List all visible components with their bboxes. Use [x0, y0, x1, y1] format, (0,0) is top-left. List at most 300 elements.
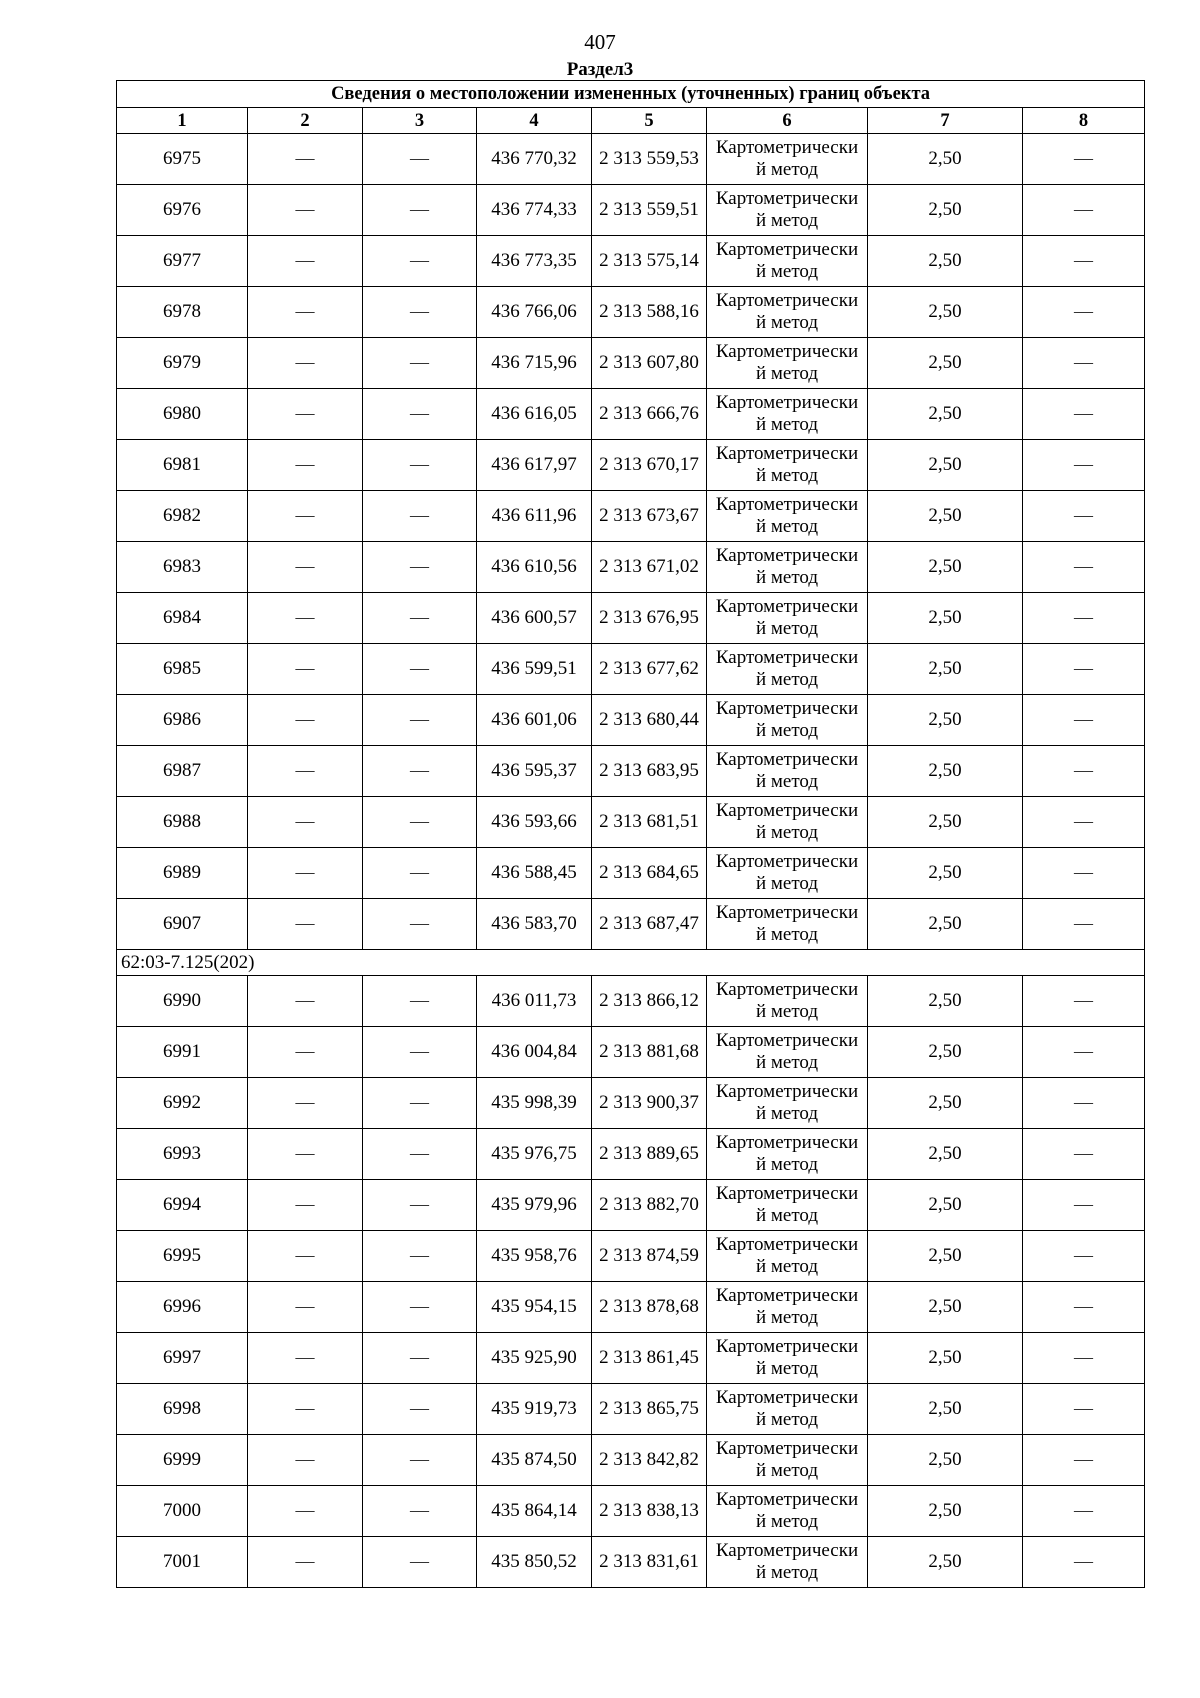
point-number: 7001 — [117, 1537, 248, 1588]
y-coordinate: 2 313 900,37 — [592, 1078, 707, 1129]
x-coordinate: 436 770,32 — [477, 134, 592, 185]
table-row — [117, 491, 1145, 542]
point-number: 6982 — [117, 491, 248, 542]
method-cell — [707, 338, 868, 389]
accuracy-value: 2,50 — [868, 797, 1023, 848]
table-caption: Сведения о местоположении измененных (уточненных) границ объекта — [117, 81, 1145, 108]
y-coordinate: 2 313 838,13 — [592, 1486, 707, 1537]
y-coordinate: 2 313 683,95 — [592, 746, 707, 797]
table-row — [117, 185, 1145, 236]
method-cell — [707, 1384, 868, 1435]
column-2-value: — — [248, 134, 363, 185]
table-row — [117, 440, 1145, 491]
column-2-value: — — [248, 1333, 363, 1384]
method-cell — [707, 644, 868, 695]
method-line-2: й метод — [755, 312, 819, 333]
point-number: 6990 — [117, 976, 248, 1027]
x-coordinate: 436 601,06 — [477, 695, 592, 746]
column-8-value: — — [1023, 134, 1145, 185]
method-cell — [707, 848, 868, 899]
column-8-value: — — [1023, 389, 1145, 440]
column-2-value: — — [248, 1384, 363, 1435]
accuracy-value: 2,50 — [868, 848, 1023, 899]
table-row — [117, 976, 1145, 1027]
point-number: 6991 — [117, 1027, 248, 1078]
y-coordinate: 2 313 889,65 — [592, 1129, 707, 1180]
accuracy-value: 2,50 — [868, 491, 1023, 542]
column-2-value: — — [248, 1231, 363, 1282]
method-line-1: Картометрически — [715, 290, 859, 311]
table-row — [117, 1384, 1145, 1435]
accuracy-value: 2,50 — [868, 644, 1023, 695]
table-body — [117, 81, 1145, 1588]
method-cell — [707, 185, 868, 236]
table-row — [117, 1129, 1145, 1180]
y-coordinate: 2 313 673,67 — [592, 491, 707, 542]
method-line-2: й метод — [755, 822, 819, 843]
x-coordinate: 436 593,66 — [477, 797, 592, 848]
method-line-1: Картометрически — [715, 1438, 859, 1459]
accuracy-value: 2,50 — [868, 185, 1023, 236]
column-2-value: — — [248, 593, 363, 644]
column-3-value: — — [363, 1129, 477, 1180]
column-3-value: — — [363, 236, 477, 287]
point-number: 6977 — [117, 236, 248, 287]
point-number: 6984 — [117, 593, 248, 644]
table-row — [117, 287, 1145, 338]
x-coordinate: 435 919,73 — [477, 1384, 592, 1435]
point-number: 6988 — [117, 797, 248, 848]
column-8-value: — — [1023, 848, 1145, 899]
method-line-1: Картометрически — [715, 392, 859, 413]
y-coordinate: 2 313 831,61 — [592, 1537, 707, 1588]
method-line-1: Картометрически — [715, 749, 859, 770]
method-line-2: й метод — [755, 363, 819, 384]
point-number: 6986 — [117, 695, 248, 746]
accuracy-value: 2,50 — [868, 976, 1023, 1027]
column-3-value: — — [363, 1435, 477, 1486]
table-row — [117, 1333, 1145, 1384]
column-8-value: — — [1023, 1282, 1145, 1333]
accuracy-value: 2,50 — [868, 1333, 1023, 1384]
point-number: 6989 — [117, 848, 248, 899]
method-cell — [707, 389, 868, 440]
column-2-value: — — [248, 338, 363, 389]
accuracy-value: 2,50 — [868, 1129, 1023, 1180]
method-line-1: Картометрически — [715, 800, 859, 821]
accuracy-value: 2,50 — [868, 440, 1023, 491]
x-coordinate: 436 715,96 — [477, 338, 592, 389]
x-coordinate: 435 958,76 — [477, 1231, 592, 1282]
y-coordinate: 2 313 681,51 — [592, 797, 707, 848]
x-coordinate: 436 588,45 — [477, 848, 592, 899]
method-line-2: й метод — [755, 1511, 819, 1532]
method-line-1: Картометрически — [715, 979, 859, 1000]
method-line-1: Картометрически — [715, 1030, 859, 1051]
column-3-value: — — [363, 695, 477, 746]
column-2-value: — — [248, 1537, 363, 1588]
y-coordinate: 2 313 666,76 — [592, 389, 707, 440]
column-8-value: — — [1023, 1129, 1145, 1180]
method-line-1: Картометрически — [715, 1183, 859, 1204]
column-2-value: — — [248, 389, 363, 440]
column-8-value: — — [1023, 1027, 1145, 1078]
column-3-value: — — [363, 1537, 477, 1588]
point-number: 6979 — [117, 338, 248, 389]
method-line-1: Картометрически — [715, 545, 859, 566]
method-cell — [707, 542, 868, 593]
accuracy-value: 2,50 — [868, 899, 1023, 950]
method-line-2: й метод — [755, 1409, 819, 1430]
table-row — [117, 1231, 1145, 1282]
y-coordinate: 2 313 588,16 — [592, 287, 707, 338]
column-header-4: 4 — [477, 108, 592, 134]
point-number: 6996 — [117, 1282, 248, 1333]
column-3-value: — — [363, 185, 477, 236]
column-2-value: — — [248, 746, 363, 797]
table-row — [117, 848, 1145, 899]
column-2-value: — — [248, 440, 363, 491]
column-8-value: — — [1023, 1384, 1145, 1435]
method-cell — [707, 976, 868, 1027]
accuracy-value: 2,50 — [868, 746, 1023, 797]
table-row — [117, 1078, 1145, 1129]
method-line-1: Картометрически — [715, 596, 859, 617]
point-number: 6983 — [117, 542, 248, 593]
table-row — [117, 134, 1145, 185]
method-line-1: Картометрически — [715, 1540, 859, 1561]
method-cell — [707, 1078, 868, 1129]
x-coordinate: 436 616,05 — [477, 389, 592, 440]
column-3-value: — — [363, 746, 477, 797]
column-8-value: — — [1023, 1486, 1145, 1537]
column-header-6: 6 — [707, 108, 868, 134]
column-8-value: — — [1023, 491, 1145, 542]
method-line-1: Картометрически — [715, 1081, 859, 1102]
method-line-1: Картометрически — [715, 494, 859, 515]
y-coordinate: 2 313 559,53 — [592, 134, 707, 185]
x-coordinate: 436 011,73 — [477, 976, 592, 1027]
column-3-value: — — [363, 440, 477, 491]
column-2-value: — — [248, 236, 363, 287]
column-header-2: 2 — [248, 108, 363, 134]
column-2-value: — — [248, 1282, 363, 1333]
x-coordinate: 435 979,96 — [477, 1180, 592, 1231]
column-3-value: — — [363, 848, 477, 899]
method-line-2: й метод — [755, 1562, 819, 1583]
accuracy-value: 2,50 — [868, 134, 1023, 185]
column-header-8: 8 — [1023, 108, 1145, 134]
column-8-value: — — [1023, 236, 1145, 287]
method-line-1: Картометрически — [715, 188, 859, 209]
column-3-value: — — [363, 389, 477, 440]
method-cell — [707, 1129, 868, 1180]
column-2-value: — — [248, 695, 363, 746]
y-coordinate: 2 313 607,80 — [592, 338, 707, 389]
method-line-2: й метод — [755, 1103, 819, 1124]
table-row — [117, 1537, 1145, 1588]
method-cell — [707, 1027, 868, 1078]
table-row — [117, 593, 1145, 644]
point-number: 6992 — [117, 1078, 248, 1129]
method-line-2: й метод — [755, 873, 819, 894]
table-row — [117, 899, 1145, 950]
x-coordinate: 435 850,52 — [477, 1537, 592, 1588]
column-3-value: — — [363, 1078, 477, 1129]
column-8-value: — — [1023, 1333, 1145, 1384]
table-row — [117, 1180, 1145, 1231]
method-cell — [707, 1486, 868, 1537]
method-line-2: й метод — [755, 1256, 819, 1277]
method-line-2: й метод — [755, 1307, 819, 1328]
y-coordinate: 2 313 677,62 — [592, 644, 707, 695]
method-cell — [707, 899, 868, 950]
point-number: 6995 — [117, 1231, 248, 1282]
method-cell — [707, 134, 868, 185]
method-line-1: Картометрически — [715, 647, 859, 668]
accuracy-value: 2,50 — [868, 1486, 1023, 1537]
x-coordinate: 435 998,39 — [477, 1078, 592, 1129]
column-3-value: — — [363, 1231, 477, 1282]
x-coordinate: 436 583,70 — [477, 899, 592, 950]
table-row — [117, 797, 1145, 848]
y-coordinate: 2 313 671,02 — [592, 542, 707, 593]
method-line-1: Картометрически — [715, 1132, 859, 1153]
column-8-value: — — [1023, 1231, 1145, 1282]
method-line-2: й метод — [755, 1052, 819, 1073]
y-coordinate: 2 313 865,75 — [592, 1384, 707, 1435]
point-number: 6976 — [117, 185, 248, 236]
y-coordinate: 2 313 676,95 — [592, 593, 707, 644]
column-2-value: — — [248, 1486, 363, 1537]
point-number: 6907 — [117, 899, 248, 950]
point-number: 6993 — [117, 1129, 248, 1180]
method-line-2: й метод — [755, 1358, 819, 1379]
method-line-2: й метод — [755, 771, 819, 792]
method-cell — [707, 1537, 868, 1588]
y-coordinate: 2 313 575,14 — [592, 236, 707, 287]
point-number: 6999 — [117, 1435, 248, 1486]
method-line-2: й метод — [755, 210, 819, 231]
method-cell — [707, 1282, 868, 1333]
method-line-1: Картометрически — [715, 902, 859, 923]
x-coordinate: 436 773,35 — [477, 236, 592, 287]
point-number: 6985 — [117, 644, 248, 695]
x-coordinate: 436 600,57 — [477, 593, 592, 644]
table-row — [117, 338, 1145, 389]
y-coordinate: 2 313 687,47 — [592, 899, 707, 950]
table-row — [117, 389, 1145, 440]
method-line-1: Картометрически — [715, 1285, 859, 1306]
table-row — [117, 1435, 1145, 1486]
y-coordinate: 2 313 878,68 — [592, 1282, 707, 1333]
accuracy-value: 2,50 — [868, 1027, 1023, 1078]
point-number: 6994 — [117, 1180, 248, 1231]
column-2-value: — — [248, 1180, 363, 1231]
y-coordinate: 2 313 559,51 — [592, 185, 707, 236]
column-8-value: — — [1023, 542, 1145, 593]
method-line-2: й метод — [755, 159, 819, 180]
method-line-1: Картометрически — [715, 239, 859, 260]
accuracy-value: 2,50 — [868, 338, 1023, 389]
y-coordinate: 2 313 670,17 — [592, 440, 707, 491]
method-cell — [707, 1435, 868, 1486]
table-row — [117, 1282, 1145, 1333]
method-line-2: й метод — [755, 465, 819, 486]
table-caption-row — [117, 81, 1145, 108]
column-8-value: — — [1023, 1180, 1145, 1231]
column-8-value: — — [1023, 185, 1145, 236]
x-coordinate: 436 595,37 — [477, 746, 592, 797]
method-line-1: Картометрически — [715, 851, 859, 872]
column-3-value: — — [363, 542, 477, 593]
column-3-value: — — [363, 1027, 477, 1078]
y-coordinate: 2 313 684,65 — [592, 848, 707, 899]
accuracy-value: 2,50 — [868, 236, 1023, 287]
method-cell — [707, 491, 868, 542]
column-header-1: 1 — [117, 108, 248, 134]
accuracy-value: 2,50 — [868, 1537, 1023, 1588]
method-line-1: Картометрически — [715, 1234, 859, 1255]
column-3-value: — — [363, 976, 477, 1027]
accuracy-value: 2,50 — [868, 389, 1023, 440]
x-coordinate: 436 774,33 — [477, 185, 592, 236]
column-2-value: — — [248, 1435, 363, 1486]
accuracy-value: 2,50 — [868, 1180, 1023, 1231]
accuracy-value: 2,50 — [868, 1078, 1023, 1129]
table-row — [117, 746, 1145, 797]
column-8-value: — — [1023, 1537, 1145, 1588]
column-3-value: — — [363, 287, 477, 338]
column-8-value: — — [1023, 746, 1145, 797]
point-number: 6987 — [117, 746, 248, 797]
column-header-7: 7 — [868, 108, 1023, 134]
column-header-3: 3 — [363, 108, 477, 134]
method-line-2: й метод — [755, 567, 819, 588]
column-3-value: — — [363, 134, 477, 185]
x-coordinate: 436 611,96 — [477, 491, 592, 542]
accuracy-value: 2,50 — [868, 1231, 1023, 1282]
method-cell — [707, 695, 868, 746]
point-number: 6998 — [117, 1384, 248, 1435]
y-coordinate: 2 313 861,45 — [592, 1333, 707, 1384]
column-2-value: — — [248, 1078, 363, 1129]
method-line-2: й метод — [755, 414, 819, 435]
column-header-row — [117, 108, 1145, 134]
point-number: 6997 — [117, 1333, 248, 1384]
table-row — [117, 695, 1145, 746]
method-cell — [707, 1231, 868, 1282]
table-row — [117, 1027, 1145, 1078]
table-row — [117, 542, 1145, 593]
column-3-value: — — [363, 593, 477, 644]
accuracy-value: 2,50 — [868, 593, 1023, 644]
y-coordinate: 2 313 874,59 — [592, 1231, 707, 1282]
column-3-value: — — [363, 644, 477, 695]
column-8-value: — — [1023, 1078, 1145, 1129]
column-2-value: — — [248, 1129, 363, 1180]
method-line-1: Картометрически — [715, 698, 859, 719]
x-coordinate: 435 976,75 — [477, 1129, 592, 1180]
method-line-1: Картометрически — [715, 137, 859, 158]
y-coordinate: 2 313 882,70 — [592, 1180, 707, 1231]
column-3-value: — — [363, 1384, 477, 1435]
page-number: 407 — [584, 30, 616, 54]
method-cell — [707, 1333, 868, 1384]
x-coordinate: 435 864,14 — [477, 1486, 592, 1537]
accuracy-value: 2,50 — [868, 695, 1023, 746]
column-2-value: — — [248, 644, 363, 695]
column-8-value: — — [1023, 593, 1145, 644]
group-label: 62:03-7.125(202) — [117, 950, 1145, 976]
column-3-value: — — [363, 1333, 477, 1384]
accuracy-value: 2,50 — [868, 542, 1023, 593]
method-cell — [707, 797, 868, 848]
column-2-value: — — [248, 287, 363, 338]
accuracy-value: 2,50 — [868, 1282, 1023, 1333]
method-cell — [707, 593, 868, 644]
method-line-1: Картометрически — [715, 1336, 859, 1357]
accuracy-value: 2,50 — [868, 1384, 1023, 1435]
column-3-value: — — [363, 797, 477, 848]
column-header-5: 5 — [592, 108, 707, 134]
table-row — [117, 644, 1145, 695]
column-3-value: — — [363, 1282, 477, 1333]
column-2-value: — — [248, 797, 363, 848]
group-row — [117, 950, 1145, 976]
x-coordinate: 436 617,97 — [477, 440, 592, 491]
method-line-1: Картометрически — [715, 1387, 859, 1408]
method-line-2: й метод — [755, 1001, 819, 1022]
column-8-value: — — [1023, 338, 1145, 389]
column-8-value: — — [1023, 976, 1145, 1027]
method-cell — [707, 287, 868, 338]
column-2-value: — — [248, 848, 363, 899]
table-row — [117, 1486, 1145, 1537]
method-cell — [707, 746, 868, 797]
y-coordinate: 2 313 680,44 — [592, 695, 707, 746]
column-8-value: — — [1023, 440, 1145, 491]
column-2-value: — — [248, 542, 363, 593]
x-coordinate: 436 610,56 — [477, 542, 592, 593]
method-line-2: й метод — [755, 720, 819, 741]
method-cell — [707, 236, 868, 287]
method-line-2: й метод — [755, 1154, 819, 1175]
y-coordinate: 2 313 842,82 — [592, 1435, 707, 1486]
column-8-value: — — [1023, 797, 1145, 848]
method-cell — [707, 440, 868, 491]
column-3-value: — — [363, 1486, 477, 1537]
column-2-value: — — [248, 976, 363, 1027]
method-line-1: Картометрически — [715, 341, 859, 362]
point-number: 6975 — [117, 134, 248, 185]
boundary-coordinates-table — [116, 80, 1145, 1588]
method-line-2: й метод — [755, 516, 819, 537]
x-coordinate: 436 766,06 — [477, 287, 592, 338]
method-line-2: й метод — [755, 261, 819, 282]
x-coordinate: 436 599,51 — [477, 644, 592, 695]
method-line-2: й метод — [755, 669, 819, 690]
x-coordinate: 435 874,50 — [477, 1435, 592, 1486]
point-number: 6978 — [117, 287, 248, 338]
column-8-value: — — [1023, 695, 1145, 746]
method-line-1: Картометрически — [715, 1489, 859, 1510]
column-2-value: — — [248, 185, 363, 236]
column-2-value: — — [248, 491, 363, 542]
method-line-2: й метод — [755, 1205, 819, 1226]
method-line-2: й метод — [755, 924, 819, 945]
method-line-1: Картометрически — [715, 443, 859, 464]
